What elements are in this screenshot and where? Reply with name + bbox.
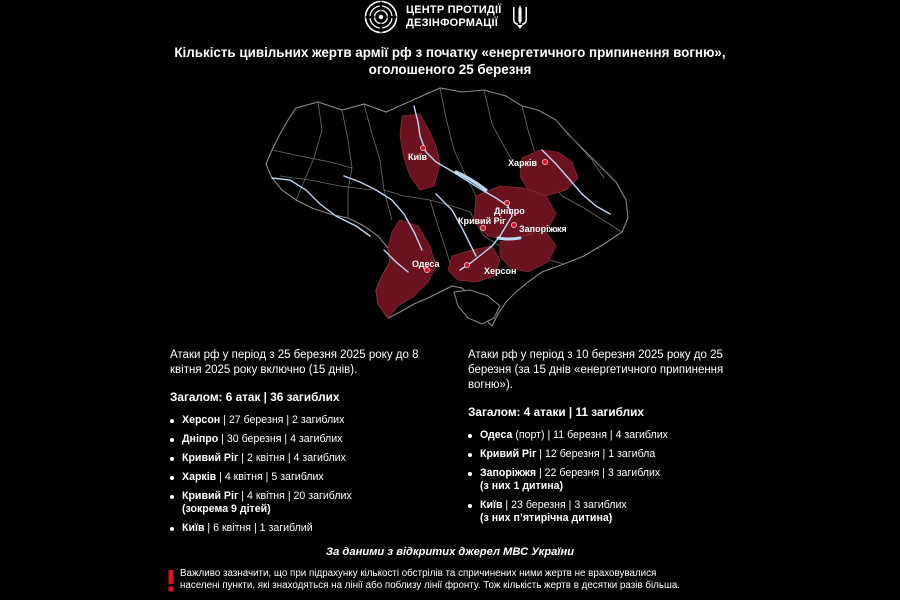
list-item (468, 499, 728, 525)
entry-detail: | 4 квітня | 5 загиблих (216, 471, 324, 483)
logo-line-1: ЦЕНТР ПРОТИДІЇ (406, 4, 502, 16)
entry-detail: (порт) | 11 березня | 4 загиблих (512, 429, 668, 441)
entry-detail: | 22 березня | 3 загиблих (536, 467, 661, 479)
list-item (468, 429, 728, 442)
entry-place: Одеса (480, 429, 513, 441)
page-title (90, 44, 810, 78)
list-item (170, 490, 430, 516)
left-total: Загалом: 6 атак | 36 загиблих (170, 390, 340, 404)
source-note: За даними з відкритих джерел МВС України (325, 546, 575, 558)
right-intro: Атаки рф у період з 10 березня 2025 року до 25 березня (за 15 днів «енергетичного припинення вогню»). (468, 349, 724, 391)
entry-place: Херсон (182, 414, 221, 426)
warning-note (180, 568, 740, 592)
logo-text (406, 4, 501, 30)
entry-detail: | 2 квітня | 4 загиблих (238, 452, 346, 464)
entry-detail: | 12 березня | 1 загибла (536, 448, 656, 460)
trident-icon (511, 4, 529, 30)
entry-detail: | 27 березня | 2 загиблих (220, 414, 345, 426)
title-line-1: Кількість цивільних жертв армії рф з початку «енергетичного припинення вогню», (174, 45, 726, 60)
ukraine-map (260, 84, 640, 344)
entry-detail: | 6 квітня | 1 загиблий (204, 522, 313, 534)
list-item (468, 467, 728, 493)
logo-emblem-icon (364, 0, 398, 34)
city-label: Одеса (412, 259, 440, 269)
period-after-ceasefire (170, 348, 430, 541)
city-label: Запоріжжя (519, 224, 567, 234)
entry-place: Київ (480, 499, 503, 511)
entry-detail: | 30 березня | 4 загиблих (218, 433, 343, 445)
country-outline (266, 88, 628, 326)
entry-place: Харків (182, 471, 217, 483)
period-before-ceasefire (468, 348, 728, 531)
entry-note: (з них 1 дитина) (480, 480, 564, 492)
city-label: Харків (508, 158, 538, 168)
entry-place: Дніпро (182, 433, 219, 445)
entry-place: Кривий Ріг (480, 448, 537, 460)
logo (364, 0, 544, 34)
list-item (170, 471, 430, 484)
right-entries (468, 429, 728, 525)
entry-note: (з них п’ятирічна дитина) (480, 512, 613, 524)
list-item (170, 414, 430, 427)
entry-detail: | 4 квітня | 20 загиблих (238, 490, 352, 502)
left-intro: Атаки рф у період з 25 березня 2025 року до 8 квітня 2025 року включно (15 днів). (170, 349, 419, 376)
warning-line-2: населені пункти, які знаходяться на лінії або поблизу лінії фронту. Тож кількість жертв в десятки разів більша. (180, 580, 680, 591)
city-dot (420, 145, 425, 150)
city-dot (511, 222, 516, 227)
logo-line-2: ДЕЗІНФОРМАЦІЇ (406, 17, 499, 29)
list-item (170, 433, 430, 446)
right-total: Загалом: 4 атаки | 11 загиблих (468, 405, 644, 419)
city-dot (480, 225, 485, 230)
city-label: Херсон (484, 266, 517, 276)
entry-note: (зокрема 9 дітей) (182, 503, 271, 515)
list-item (170, 522, 430, 535)
warning-line-1: Важливо зазначити, що при підрахунку кількості обстрілів та спричинених ними жертв не враховувалися (180, 568, 657, 579)
entry-detail: | 23 березня | 3 загиблих (502, 499, 627, 511)
city-dot (542, 159, 547, 164)
list-item (468, 448, 728, 461)
left-entries (170, 414, 430, 535)
city-marker (511, 222, 566, 234)
city-label: Кривий Ріг (458, 216, 506, 226)
exclamation-icon (166, 570, 176, 592)
entry-place: Запоріжжя (480, 467, 537, 479)
list-item (170, 452, 430, 465)
city-dot (464, 262, 469, 267)
title-line-2: оголошеного 25 березня (368, 62, 532, 77)
city-dot (504, 200, 509, 205)
city-label: Дніпро (494, 206, 525, 216)
city-label: Київ (408, 152, 428, 162)
entry-place: Київ (182, 522, 205, 534)
entry-place: Кривий Ріг (182, 452, 239, 464)
entry-place: Кривий Ріг (182, 490, 239, 502)
